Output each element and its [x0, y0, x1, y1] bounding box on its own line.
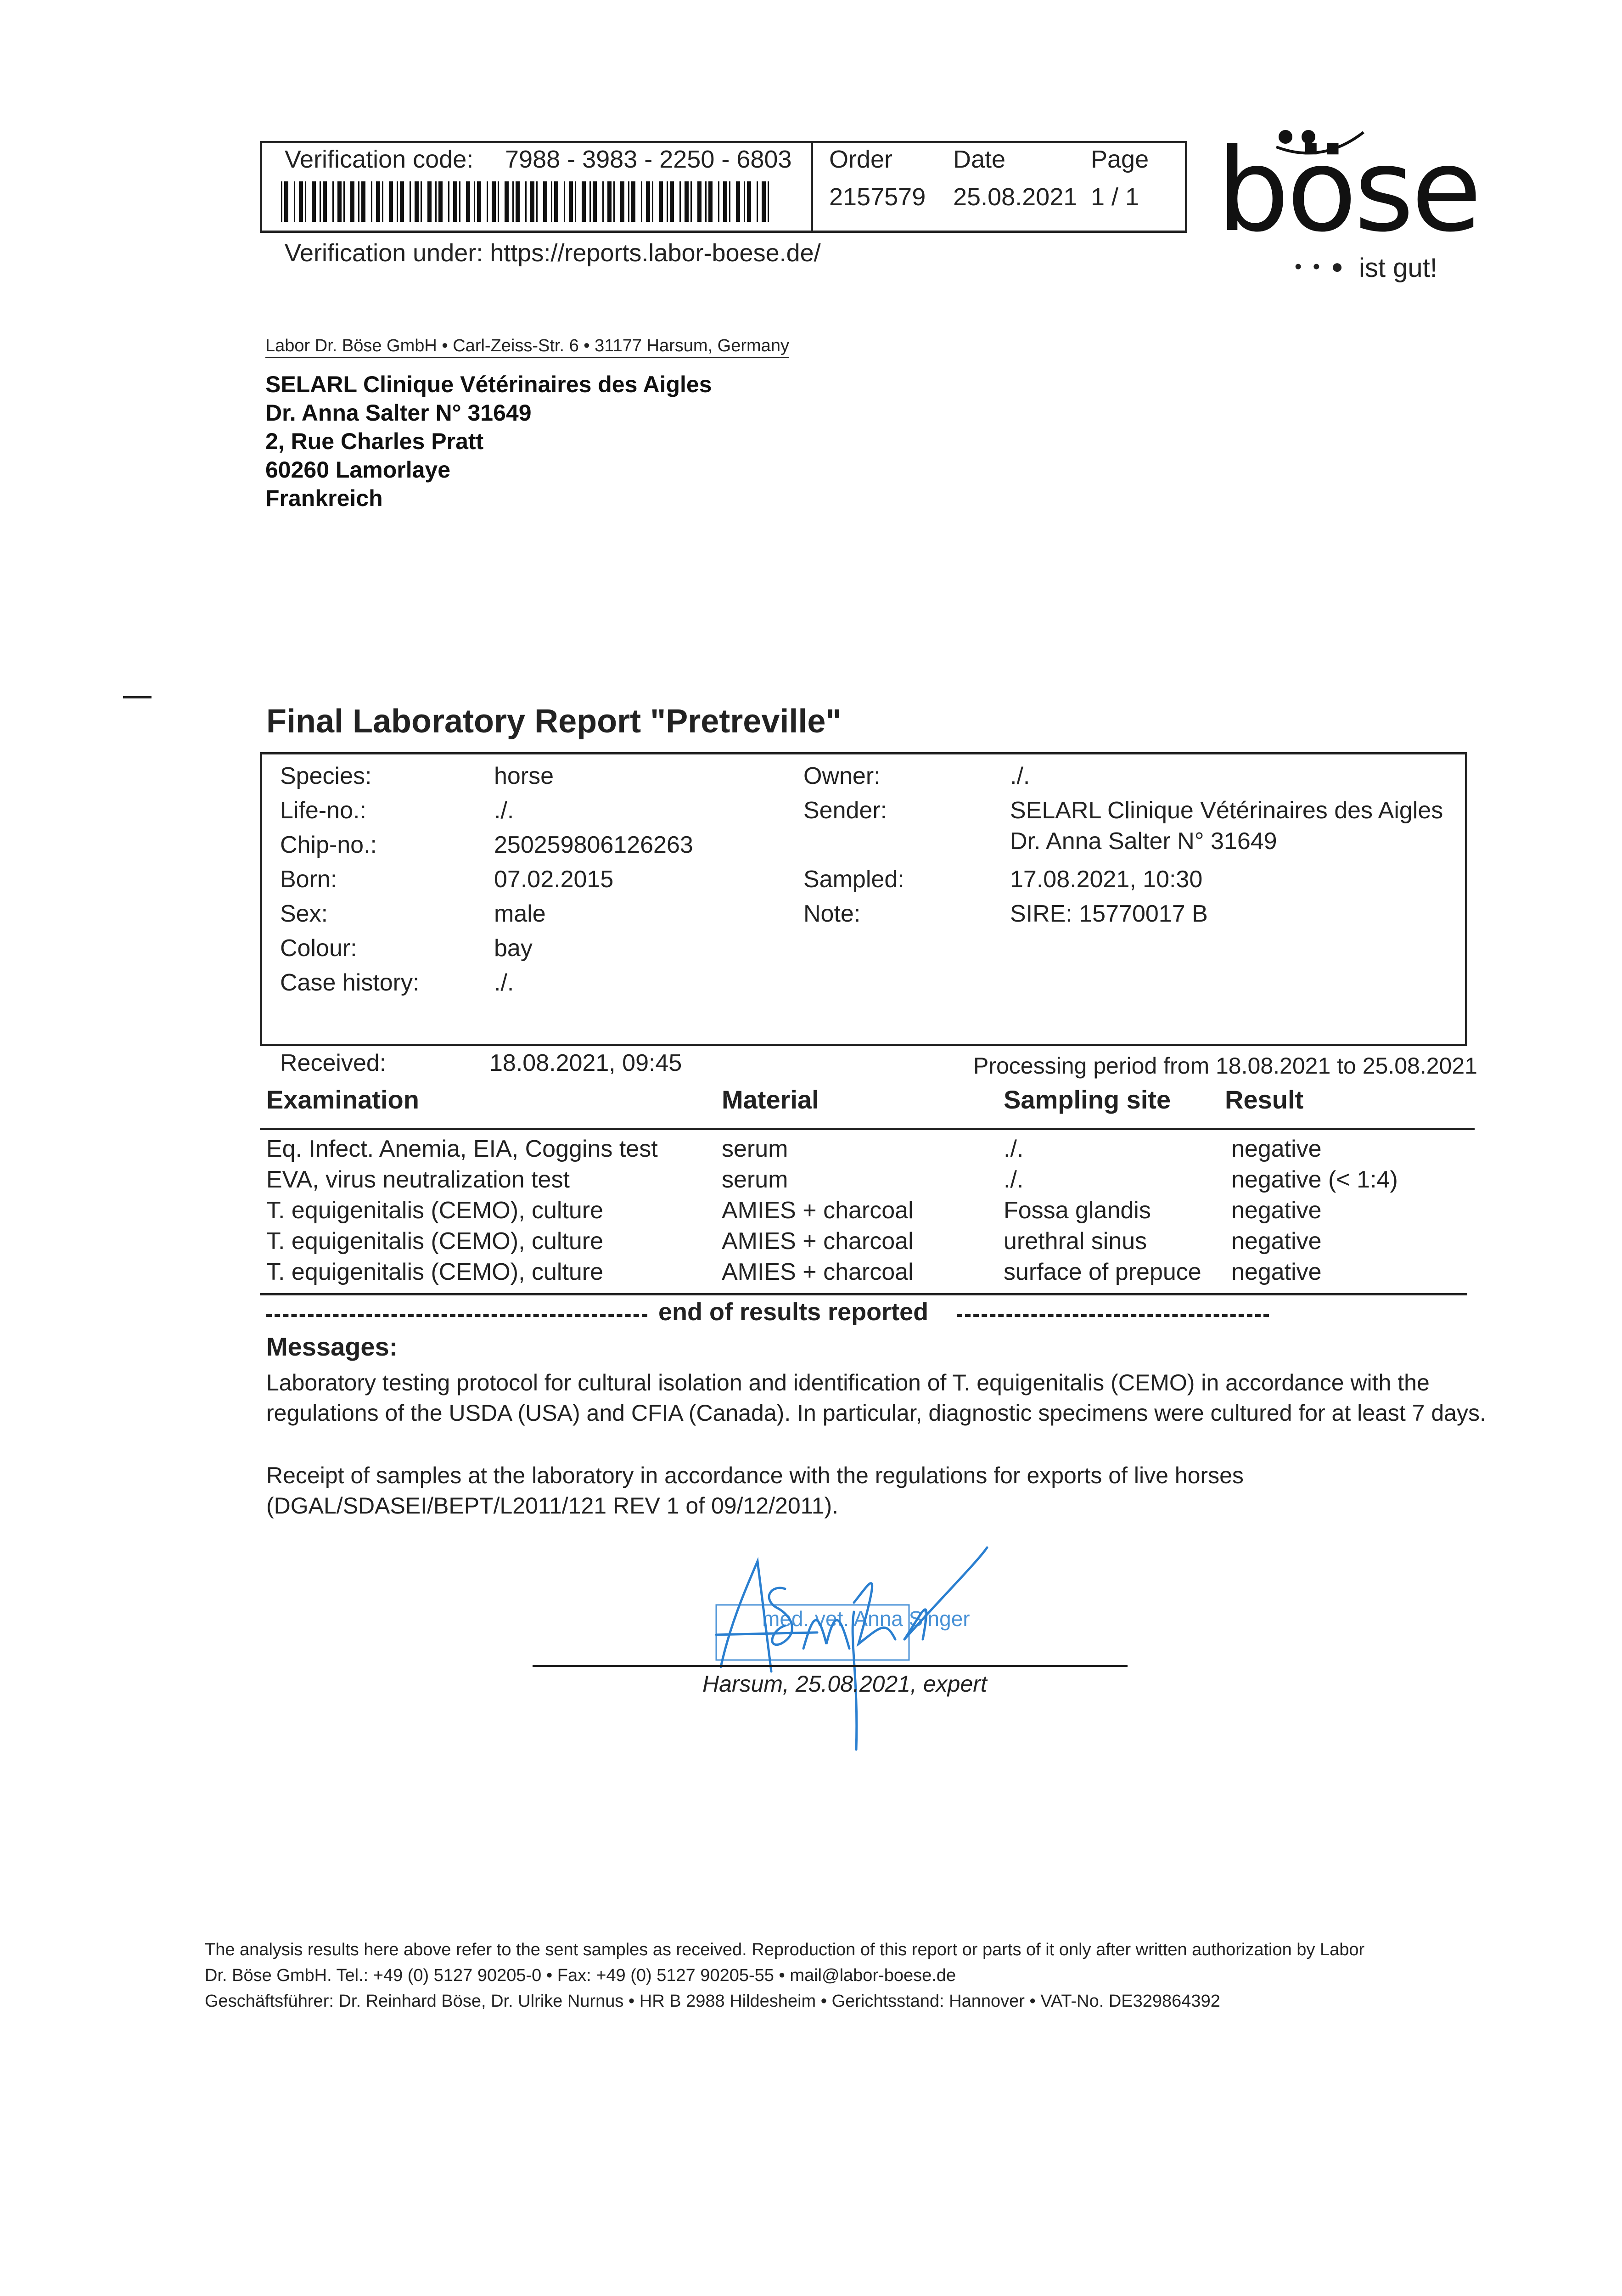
barcode-bar [685, 181, 689, 222]
barcode-bar [415, 181, 419, 222]
barcode-bar [602, 181, 604, 222]
message-2-line-1: Receipt of samples at the laboratory in accordance with the regulations for exports of live horses [266, 1463, 1244, 1488]
barcode-bar [448, 181, 449, 222]
note-label: Note: [803, 900, 861, 927]
verification-code: 7988 - 3983 - 2250 - 6803 [505, 146, 792, 173]
barcode-bar [477, 181, 481, 222]
recipient-line-5: Frankreich [265, 485, 383, 511]
barcode-bar [593, 181, 597, 222]
barcode-bar [757, 181, 758, 222]
col-examination: Examination [266, 1085, 419, 1114]
barcode-bar [400, 181, 404, 222]
col-material: Material [722, 1085, 819, 1114]
barcode-bar [705, 181, 707, 222]
barcode-bar [459, 181, 460, 222]
barcode-bar [505, 181, 509, 222]
margin-mark [123, 696, 152, 698]
sex-label: Sex: [280, 900, 328, 927]
barcode-bar [305, 181, 306, 222]
barcode-bar [453, 181, 457, 222]
barcode-bar [641, 181, 642, 222]
barcode-bar [312, 181, 316, 222]
barcode-bar [690, 181, 692, 222]
barcode-bar [697, 181, 702, 222]
col-result: Result [1225, 1085, 1304, 1114]
barcode-bar [607, 181, 612, 222]
table-header-rule [260, 1128, 1475, 1130]
barcode-bar [487, 181, 488, 222]
barcode-bar [410, 181, 411, 222]
barcode-bar [371, 181, 372, 222]
received-value: 18.08.2021, 09:45 [489, 1050, 682, 1076]
page-title: Final Laboratory Report "Pretreville" [266, 703, 842, 740]
row-1-result: negative [1231, 1136, 1322, 1162]
barcode-bar [652, 181, 653, 222]
processing-period: Processing period from 18.08.2021 to 25.08.2021 [973, 1053, 1477, 1079]
patient-info-box [260, 752, 1467, 1046]
footer-line-2: Dr. Böse GmbH. Tel.: +49 (0) 5127 90205-0 • Fax: +49 (0) 5127 90205-55 • mail@labor-boese.de [205, 1966, 956, 1985]
barcode-bar [438, 181, 443, 222]
barcode-bar [564, 181, 565, 222]
barcode-bar [284, 181, 288, 222]
barcode-bar [474, 181, 475, 222]
sampled-label: Sampled: [803, 866, 904, 893]
note-value: SIRE: 15770017 B [1010, 900, 1208, 927]
barcode-bar [744, 181, 745, 222]
date-label: Date [953, 146, 1006, 173]
barcode-bar [358, 181, 359, 222]
barcode-bar [620, 181, 624, 222]
sender-label: Sender: [803, 797, 887, 824]
row-2-examination: EVA, virus neutralization test [266, 1166, 570, 1193]
barcode-bar [530, 181, 534, 222]
row-3-examination: T. equigenitalis (CEMO), culture [266, 1197, 604, 1224]
signature-stamp: med. vet. Anna Singer [762, 1607, 970, 1631]
barcode-bar [569, 181, 573, 222]
barcode-bar [299, 181, 303, 222]
barcode-bar [543, 181, 547, 222]
barcode-bar [631, 181, 635, 222]
born-value: 07.02.2015 [494, 866, 614, 893]
row-1-material: serum [722, 1136, 788, 1162]
barcode-bar [343, 181, 345, 222]
history-label: Case history: [280, 969, 420, 996]
row-5-examination: T. equigenitalis (CEMO), culture [266, 1259, 604, 1285]
barcode-bar [613, 181, 615, 222]
chip-value: 250259806126263 [494, 832, 693, 858]
logo-tag-dots: • • ● [1295, 255, 1346, 278]
row-5-material: AMIES + charcoal [722, 1259, 914, 1285]
row-1-examination: Eq. Infect. Anemia, EIA, Coggins test [266, 1136, 658, 1162]
col-sampling-site: Sampling site [1004, 1085, 1171, 1114]
table-bottom-rule [260, 1293, 1467, 1295]
received-label: Received: [280, 1050, 387, 1076]
barcode-bar [536, 181, 538, 222]
barcode-bar [350, 181, 354, 222]
colour-label: Colour: [280, 935, 357, 962]
barcode-bar [332, 181, 334, 222]
barcode-bar [320, 181, 321, 222]
barcode-bar [670, 181, 674, 222]
footer-line-1: The analysis results here above refer to the sent samples as received. Reproduction of this report or parts of it only after written authorization by Labor [205, 1940, 1365, 1959]
logo-tagline: ist gut! [1359, 253, 1437, 283]
barcode-bar [554, 181, 558, 222]
barcode-bar [589, 181, 591, 222]
recipient-line-2: Dr. Anna Salter N° 31649 [265, 400, 532, 426]
row-2-result: negative (< 1:4) [1231, 1166, 1398, 1193]
barcode-bar [708, 181, 713, 222]
barcode-bar [361, 181, 365, 222]
barcode-bar [667, 181, 668, 222]
logo: böse [1217, 124, 1479, 257]
barcode-bar [294, 181, 295, 222]
sender-address-line: Labor Dr. Böse GmbH • Carl-Zeiss-Str. 6 • 31177 Harsum, Germany [265, 336, 789, 358]
sender-value-2: Dr. Anna Salter N° 31649 [1010, 828, 1277, 855]
message-1-line-2: regulations of the USDA (USA) and CFIA (Canada). In particular, diagnostic specimens were cultured for at least 7 days. [266, 1400, 1486, 1426]
row-4-examination: T. equigenitalis (CEMO), culture [266, 1228, 604, 1255]
barcode-bar [435, 181, 437, 222]
owner-label: Owner: [803, 763, 881, 789]
row-5-result: negative [1231, 1259, 1322, 1285]
row-2-site: ./. [1004, 1166, 1024, 1193]
barcode-bar [516, 181, 520, 222]
barcode-bar [427, 181, 432, 222]
verification-url: Verification under: https://reports.labor-boese.de/ [285, 239, 821, 267]
page-label: Page [1091, 146, 1149, 173]
end-dash-left [266, 1314, 647, 1317]
barcode-bar [421, 181, 422, 222]
message-2-line-2: (DGAL/SDASEI/BEPT/L2011/121 REV 1 of 09/12/2011). [266, 1493, 839, 1519]
verification-code-label: Verification code: [285, 146, 474, 173]
barcode-bar [729, 181, 730, 222]
history-value: ./. [494, 969, 514, 996]
row-4-material: AMIES + charcoal [722, 1228, 914, 1255]
barcode-bar [525, 181, 527, 222]
signature-line [533, 1665, 1128, 1667]
barcode-bar [718, 181, 719, 222]
sex-value: male [494, 900, 546, 927]
chip-label: Chip-no.: [280, 832, 377, 858]
barcode-bar [628, 181, 629, 222]
life-label: Life-no.: [280, 797, 366, 824]
species-label: Species: [280, 763, 372, 789]
barcode-bar [551, 181, 552, 222]
barcode-icon [281, 181, 777, 222]
order-value: 2157579 [829, 183, 926, 211]
barcode-bar [575, 181, 576, 222]
signature-caption: Harsum, 25.08.2021, expert [702, 1671, 987, 1697]
sender-value-1: SELARL Clinique Vétérinaires des Aigles [1010, 797, 1443, 824]
life-value: ./. [494, 797, 514, 824]
barcode-bar [323, 181, 327, 222]
owner-value: ./. [1010, 763, 1030, 789]
message-1-line-1: Laboratory testing protocol for cultural isolation and identification of T. equigenitalis (CEMO) in accordance with the [266, 1370, 1430, 1396]
signature-icon [666, 1534, 1024, 1773]
sampled-value: 17.08.2021, 10:30 [1010, 866, 1203, 893]
row-3-material: AMIES + charcoal [722, 1197, 914, 1224]
row-2-material: serum [722, 1166, 788, 1193]
header-divider [811, 141, 813, 233]
barcode-bar [679, 181, 681, 222]
barcode-bar [512, 181, 514, 222]
barcode-bar [659, 181, 663, 222]
colour-value: bay [494, 935, 533, 962]
row-4-result: negative [1231, 1228, 1322, 1255]
barcode-bar [646, 181, 650, 222]
recipient-line-3: 2, Rue Charles Pratt [265, 428, 484, 454]
row-3-site: Fossa glandis [1004, 1197, 1151, 1224]
end-of-results: end of results reported [658, 1298, 929, 1326]
recipient-line-1: SELARL Clinique Vétérinaires des Aigles [265, 371, 712, 397]
barcode-bar [582, 181, 586, 222]
barcode-bar [762, 181, 766, 222]
footer-line-3: Geschäftsführer: Dr. Reinhard Böse, Dr. Ulrike Nurnus • HR B 2988 Hildesheim • Gerichtsstand: Hannover • VAT-No. DE329864392 [205, 1992, 1220, 2011]
row-1-site: ./. [1004, 1136, 1024, 1162]
barcode-bar [492, 181, 496, 222]
recipient-line-4: 60260 Lamorlaye [265, 457, 451, 483]
barcode-bar [389, 181, 393, 222]
barcode-bar [768, 181, 769, 222]
row-3-result: negative [1231, 1197, 1322, 1224]
messages-heading: Messages: [266, 1332, 398, 1361]
row-5-site: surface of prepuce [1004, 1259, 1201, 1285]
barcode-bar [397, 181, 398, 222]
barcode-bar [723, 181, 727, 222]
row-4-site: urethral sinus [1004, 1228, 1147, 1255]
barcode-bar [736, 181, 740, 222]
order-label: Order [829, 146, 893, 173]
barcode-bar [466, 181, 470, 222]
barcode-bar [382, 181, 383, 222]
born-label: Born: [280, 866, 337, 893]
barcode-bar [337, 181, 342, 222]
barcode-bar [498, 181, 499, 222]
end-dash-right [957, 1314, 1269, 1317]
species-value: horse [494, 763, 554, 789]
barcode-bar [281, 181, 282, 222]
date-value: 25.08.2021 [953, 183, 1078, 211]
page-value: 1 / 1 [1091, 183, 1139, 211]
barcode-bar [376, 181, 380, 222]
barcode-bar [747, 181, 751, 222]
